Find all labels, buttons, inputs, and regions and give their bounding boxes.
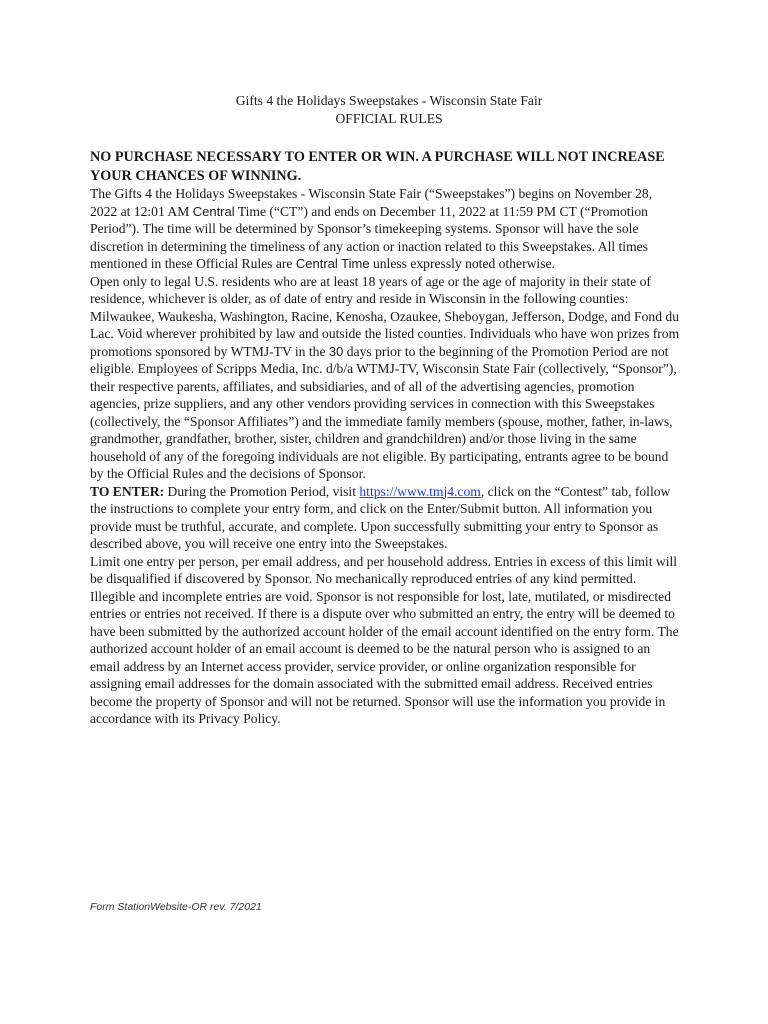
text-run: , click on the “Contest” tab, follow the instructions to complete your entry form, and click on the Enter/Submit button. All information you provide must be truthful, accurate, and complete. Upon successfully submitting your entry to Sponsor as described above, you will receive one entry into the Sweepstakes. <box>90 483 671 551</box>
to-enter-label: TO ENTER: <box>90 483 165 499</box>
text-run-central-time: Central Time <box>295 256 370 271</box>
document-title: Gifts 4 the Holidays Sweepstakes - Wisconsin State Fair <box>235 93 543 108</box>
tmj4-website-link[interactable]: https://www.tmj4.com <box>359 483 481 499</box>
document-subtitle: OFFICIAL RULES <box>335 110 443 126</box>
text-run: unless expressly noted otherwise. <box>369 256 555 271</box>
document-page <box>90 92 682 728</box>
text-run: Open only to legal U.S. residents who are at least 18 years of age or the age of majority in their state of residence, whichever is older, as of date of entry and reside in Wisconsin in the following counties: Milwaukee, Waukesha, Washington, Racine, Kenosha, Ozaukee, Sheboygan, Jefferson, Dodge, and Fond du Lac. Void wherever prohibited by law and outside the listed counties. Individuals who have won prizes from promotions sponsored by WTMJ-TV in the <box>90 273 680 359</box>
paragraph-eligibility <box>90 273 682 483</box>
document-header <box>96 92 682 127</box>
paragraph-promotion-period <box>90 185 682 273</box>
paragraph-entry-limit: Limit one entry per person, per email address, and per household address. Entries in excess of this limit will be disqualified if discovered by Sponsor. No mechanically reproduced entries of any kind permitted. Illegible and incomplete entries are void. Sponsor is not responsible for lost, late, mutilated, or misdirected entries or entries not received. If there is a dispute over who submitted an entry, the entry will be deemed to have been submitted by the authorized account holder of the email account identified on the entry form. The authorized account holder of an email account is deemed to be the natural person who is assigned to an email address by an Internet access provider, service provider, or online organization responsible for assigning email addresses for the domain associated with the submitted email address. Received entries become the property of Sponsor and will not be returned. Sponsor will use the information you provide in accordance with its Privacy Policy. <box>90 553 679 726</box>
no-purchase-notice: NO PURCHASE NECESSARY TO ENTER OR WIN. A PURCHASE WILL NOT INCREASE YOUR CHANCES OF WINNING. <box>90 149 665 184</box>
text-run-days: 30 <box>328 343 344 359</box>
text-run: During the Promotion Period, visit <box>164 483 360 499</box>
paragraph-to-enter <box>90 483 682 553</box>
text-run: days prior to the beginning of the Promotion Period are not eligible. Employees of Scripps Media, Inc. d/b/a WTMJ-TV, Wisconsin State Fair (collectively, “Sponsor”), their respective parents, affiliates, and subsidiaries, and of all of the advertising agencies, promotion agencies, prize suppliers, and any other vendors providing services in connection with this Sweepstakes (collectively, the “Sponsor Affiliates”) and the immediate family members (spouse, mother, father, in-laws, grandmother, grandfather, brother, sister, children and grandchildren) and/or those living in the same household of any of the foregoing individuals are not eligible. By participating, entrants agree to be bound by the Official Rules and the decisions of Sponsor. <box>90 343 677 481</box>
text-run-central: Central <box>192 203 235 219</box>
text-run: Time (“CT”) and ends on December 11, 2022 at 11:59 PM CT (“Promotion Period”). The time will be determined by Sponsor’s timekeeping systems. Sponsor will have the sole discretion in determining the timeliness of any action or inaction related to this Sweepstakes. All times mentioned in these Official Rules are <box>90 203 648 271</box>
text-run: The Gifts 4 the Holidays Sweepstakes - Wisconsin State Fair (“Sweepstakes”) begins on November 28, 2022 at 12:01 AM <box>90 186 653 219</box>
form-footer: Form StationWebsite-OR rev. 7/2021 <box>90 901 262 913</box>
